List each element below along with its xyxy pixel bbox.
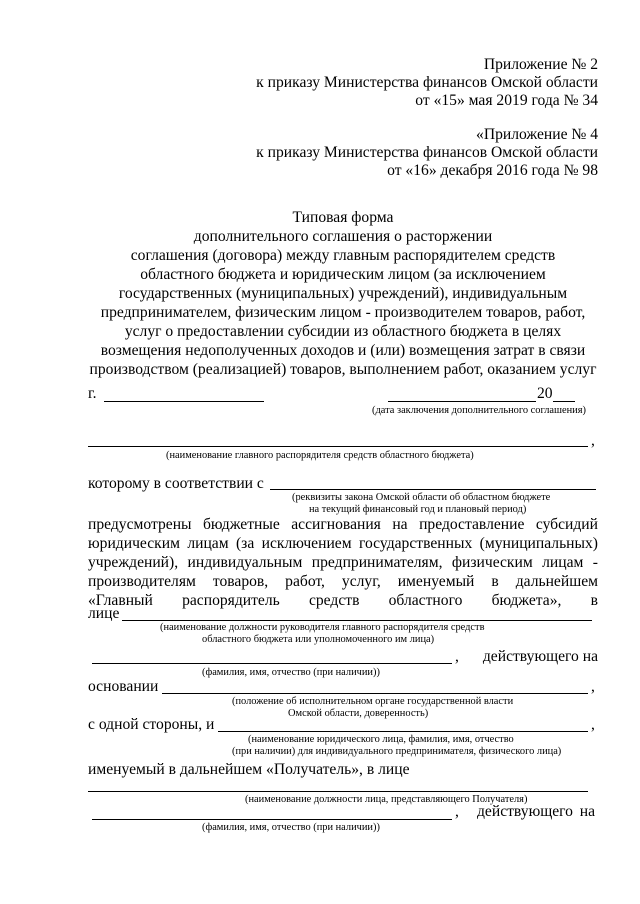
recipient-blank[interactable] <box>218 731 588 732</box>
title-line-6: предпринимателем, физическим лицом - производителем товаров, работ, <box>100 304 586 321</box>
law-caption-2: на текущий финансовый год и плановый период) <box>309 504 527 515</box>
person-prefix: лице <box>88 605 120 622</box>
recipient-named-text: именуемый в дальнейшем «Получатель», в лице <box>88 761 410 778</box>
whom-text: которому в соответствии с <box>88 475 264 492</box>
acting-text-2: действующего на <box>477 803 595 820</box>
distributor-caption: (наименование главного распорядителя средств областного бюджета) <box>166 450 474 461</box>
one-side-text: с одной стороны, и <box>88 716 215 733</box>
recipient-comma: , <box>591 716 595 733</box>
basis-comma: , <box>591 678 595 695</box>
basis-caption-1: (положение об исполнительном органе государственной власти <box>232 696 514 707</box>
position-caption-1: (наименование должности руководителя главного распорядителя средств <box>160 622 485 633</box>
paragraph-line-4: производителям товаров, работ, услуг, именуемый в дальнейшем <box>88 573 598 590</box>
distributor-blank[interactable] <box>88 446 588 447</box>
position-blank[interactable] <box>122 620 592 621</box>
title-line-5: государственных (муниципальных) учреждений), индивидуальным <box>118 285 568 302</box>
date-caption: (дата заключения дополнительного соглашения) <box>372 405 586 416</box>
appendix-2-line2: к приказу Министерства финансов Омской области <box>256 74 598 91</box>
law-caption-1: (реквизиты закона Омской области об областном бюджете <box>292 492 551 503</box>
appendix-4-line1: «Приложение № 4 <box>476 126 598 143</box>
basis-text: основании <box>88 678 159 695</box>
position-caption-2: областного бюджета или уполномоченного им лица) <box>202 634 435 645</box>
paragraph-line-3: учреждений), индивидуальным предпринимателям, физическим лицам - <box>88 554 598 571</box>
date-blank[interactable] <box>388 401 536 402</box>
rep-caption: (наименование должности лица, представляющего Получателя) <box>245 794 528 805</box>
city-prefix: г. <box>88 385 97 402</box>
fio-comma-1: , <box>455 648 459 665</box>
paragraph-line-1: предусмотрены бюджетные ассигнования на предоставление субсидий <box>88 516 598 533</box>
paragraph-line-2: юридическим лицам (за исключением государственных (муниципальных) <box>88 535 598 552</box>
year-blank[interactable] <box>553 401 575 402</box>
law-blank[interactable] <box>270 489 596 490</box>
appendix-2-line1: Приложение № 2 <box>483 56 598 73</box>
city-blank[interactable] <box>104 401 264 402</box>
fio-blank-1[interactable] <box>92 663 452 664</box>
fio-caption-1: (фамилия, имя, отчество (при наличии)) <box>202 667 380 678</box>
title-line-1: Типовая форма <box>292 209 394 226</box>
rep-position-blank[interactable] <box>88 791 588 792</box>
recipient-caption-1: (наименование юридического лица, фамилия, имя, отчество <box>248 734 514 745</box>
basis-blank[interactable] <box>162 693 588 694</box>
year-prefix: 20 <box>537 385 553 402</box>
appendix-2-line3: от «15» мая 2019 года № 34 <box>415 92 598 109</box>
distributor-comma: , <box>591 432 595 449</box>
paragraph-line-5: «Главный распорядитель средств областного бюджета», в <box>88 592 598 609</box>
title-line-2: дополнительного соглашения о расторжении <box>193 228 493 245</box>
acting-text-1: действующего на <box>482 648 598 665</box>
title-line-4: областного бюджета и юридическим лицом (за исключением <box>140 266 546 283</box>
basis-caption-2: Омской области, доверенность) <box>288 708 429 719</box>
appendix-4-line3: от «16» декабря 2016 года № 98 <box>387 162 598 179</box>
fio-comma-2: , <box>455 803 459 820</box>
title-line-8: возмещения недополученных доходов и (или) возмещения затрат в связи <box>100 342 586 359</box>
appendix-4-line2: к приказу Министерства финансов Омской области <box>256 144 598 161</box>
recipient-caption-2: (при наличии) для индивидуального предпринимателя, физического лица) <box>232 746 562 757</box>
title-line-7: услуг о предоставлении субсидии из областного бюджета в целях <box>124 323 562 340</box>
title-line-3: соглашения (договора) между главным распорядителем средств <box>130 247 556 264</box>
fio-caption-2: (фамилия, имя, отчество (при наличии)) <box>202 822 380 833</box>
title-line-9: производством (реализацией) товаров, выполнением работ, оказанием услуг <box>89 361 597 378</box>
fio-blank-2[interactable] <box>92 819 452 820</box>
